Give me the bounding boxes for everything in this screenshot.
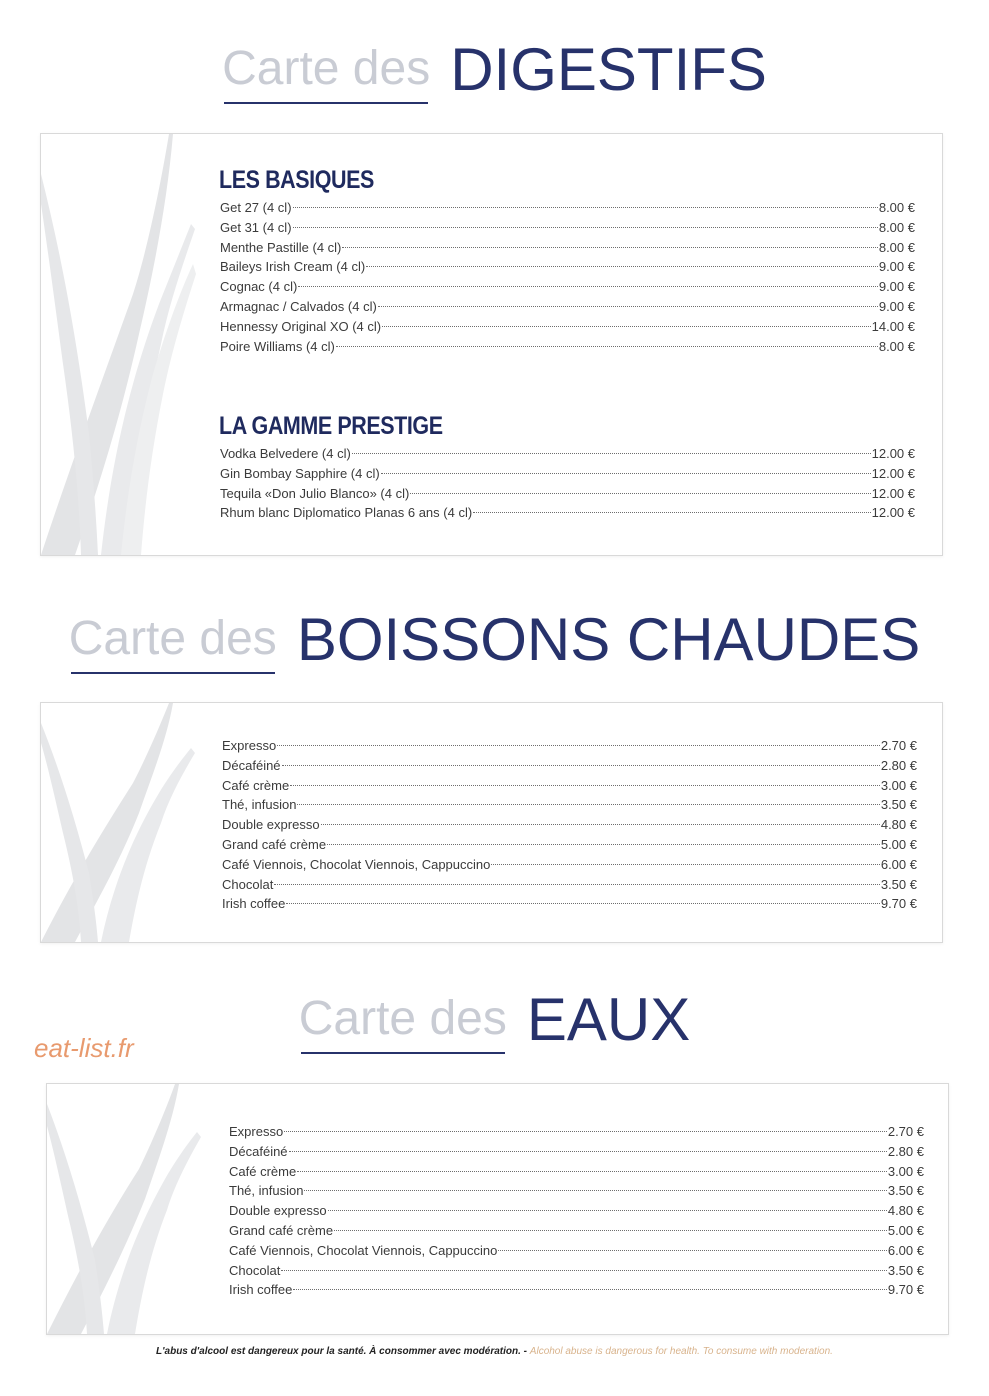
leader-dots [382,326,871,327]
item-price: 5.00 € [887,1222,924,1238]
item-name: Café crème [229,1163,297,1179]
eaux-title [0,980,989,1053]
menu-item [229,1280,924,1300]
item-price: 2.70 € [880,738,917,753]
item-name: Irish coffee [222,896,286,912]
item-name: Get 31 (4 cl) [220,219,292,235]
item-name: Thé, infusion [229,1183,304,1199]
digestifs-panel [40,133,943,556]
menu-item [229,1162,924,1182]
item-price: 6.00 € [887,1242,924,1258]
item-name: Café Viennois, Chocolat Viennois, Cappuccino [222,856,491,872]
item-price: 9.00 € [878,259,915,275]
eaux-title-prefix: Carte des [299,991,507,1050]
section-heading-basiques: LES BASIQUES [219,166,374,194]
leaf-decoration [47,1084,202,1334]
item-name: Vodka Belvedere (4 cl) [220,446,351,461]
item-price: 8.00 € [878,219,915,235]
menu-item [229,1221,924,1241]
eat-list-watermark: eat-list.fr [34,1033,134,1063]
item-name: Armagnac / Calvados (4 cl) [220,298,377,314]
item-name: Grand café crème [229,1222,334,1238]
leader-dots [293,207,878,208]
leader-dots [277,745,880,746]
leader-dots [298,286,878,287]
leader-dots [328,1210,887,1211]
leader-dots [304,1190,886,1191]
item-name: Hennessy Original XO (4 cl) [220,318,382,334]
menu-item [222,835,917,855]
item-price: 12.00 € [871,446,915,461]
item-price: 3.50 € [880,876,917,892]
leader-dots [381,473,871,474]
menu-item [220,218,915,238]
menu-item [220,257,915,277]
item-price: 3.50 € [887,1183,924,1199]
item-price: 6.00 € [880,856,917,872]
digestifs-title [0,30,989,103]
menu-item [229,1261,924,1281]
item-price: 2.70 € [887,1124,924,1139]
footer-warning-en: Alcohol abuse is dangerous for health. To consume with moderation. [529,1346,833,1357]
menu-item [222,815,917,835]
item-price: 3.50 € [887,1262,924,1278]
eaux-list [229,1122,924,1300]
item-name: Chocolat [229,1262,281,1278]
item-name: Poire Williams (4 cl) [220,338,335,354]
menu-item [220,503,915,523]
menu-item [220,297,915,317]
menu-item [220,484,915,504]
item-price: 4.80 € [880,817,917,833]
menu-item [222,736,917,756]
leader-dots [473,512,870,513]
item-price: 2.80 € [887,1143,924,1159]
item-price: 8.00 € [878,200,915,215]
item-price: 12.00 € [871,485,915,501]
boissons-chaudes-title [0,600,989,673]
menu-item [222,875,917,895]
menu-item [222,756,917,776]
menu-item [229,1142,924,1162]
item-price: 3.00 € [887,1163,924,1179]
leaf-decoration [41,134,196,555]
leader-dots [282,765,880,766]
boissons-chaudes-title-main: BOISSONS CHAUDES [296,606,921,673]
leader-dots [297,1171,887,1172]
leader-dots [321,824,880,825]
leader-dots [366,266,878,267]
item-price: 3.50 € [880,797,917,813]
item-name: Cognac (4 cl) [220,279,298,295]
footer-warning-fr: L'abus d'alcool est dangereux pour la santé. À consommer avec modération. - [156,1346,528,1357]
item-price: 14.00 € [871,318,915,334]
item-name: Gin Bombay Sapphire (4 cl) [220,465,380,481]
basiques-list [220,198,915,356]
item-name: Double expresso [229,1203,327,1219]
item-price: 12.00 € [871,505,915,521]
leader-dots [352,453,871,454]
item-price: 12.00 € [871,465,915,481]
menu-item [220,277,915,297]
menu-item [229,1241,924,1261]
item-name: Expresso [222,738,277,753]
leader-dots [274,884,880,885]
leader-dots [336,346,878,347]
menu-item [220,337,915,357]
item-name: Rhum blanc Diplomatico Planas 6 ans (4 cl) [220,505,473,521]
menu-item [222,795,917,815]
item-name: Décaféiné [229,1143,288,1159]
leader-dots [284,1131,887,1132]
item-price: 4.80 € [887,1203,924,1219]
item-name: Décaféiné [222,757,281,773]
alcohol-warning-footer [0,1346,989,1357]
digestifs-title-main: DIGESTIFS [450,36,767,103]
menu-item [229,1201,924,1221]
leader-dots [297,804,879,805]
prestige-list [220,444,915,523]
leader-dots [289,1151,887,1152]
item-price: 8.00 € [878,338,915,354]
menu-item [220,198,915,218]
section-heading-prestige: LA GAMME PRESTIGE [219,412,443,440]
leader-dots [342,247,877,248]
leader-dots [281,1270,887,1271]
item-name: Get 27 (4 cl) [220,200,292,215]
leaf-decoration [41,703,196,942]
item-name: Café crème [222,777,290,793]
item-price: 5.00 € [880,836,917,852]
eaux-panel [46,1083,949,1335]
item-name: Menthe Pastille (4 cl) [220,239,342,255]
leader-dots [286,903,879,904]
leader-dots [378,306,878,307]
boissons-chaudes-title-prefix: Carte des [69,611,277,670]
menu-item [220,464,915,484]
item-price: 9.00 € [878,298,915,314]
menu-item [220,444,915,464]
menu-item [222,894,917,914]
item-name: Tequila «Don Julio Blanco» (4 cl) [220,485,410,501]
item-name: Chocolat [222,876,274,892]
item-price: 9.00 € [878,279,915,295]
menu-item [220,238,915,258]
boissons-chaudes-list [222,736,917,914]
menu-item [220,317,915,337]
item-price: 9.70 € [887,1282,924,1298]
leader-dots [334,1230,887,1231]
leader-dots [327,844,880,845]
menu-item [222,855,917,875]
leader-dots [498,1250,886,1251]
item-name: Thé, infusion [222,797,297,813]
leader-dots [491,864,879,865]
eaux-title-main: EAUX [526,986,691,1053]
item-name: Double expresso [222,817,320,833]
item-name: Baileys Irish Cream (4 cl) [220,259,366,275]
boissons-chaudes-panel [40,702,943,943]
leader-dots [293,227,878,228]
item-name: Irish coffee [229,1282,293,1298]
item-name: Grand café crème [222,836,327,852]
leader-dots [410,493,870,494]
menu-item [229,1122,924,1142]
item-name: Café Viennois, Chocolat Viennois, Cappuccino [229,1242,498,1258]
menu-item [229,1181,924,1201]
item-price: 2.80 € [880,757,917,773]
leader-dots [293,1289,886,1290]
digestifs-title-prefix: Carte des [222,41,430,100]
item-price: 3.00 € [880,777,917,793]
item-price: 8.00 € [878,239,915,255]
menu-item [222,776,917,796]
item-price: 9.70 € [880,896,917,912]
item-name: Expresso [229,1124,284,1139]
leader-dots [290,785,880,786]
